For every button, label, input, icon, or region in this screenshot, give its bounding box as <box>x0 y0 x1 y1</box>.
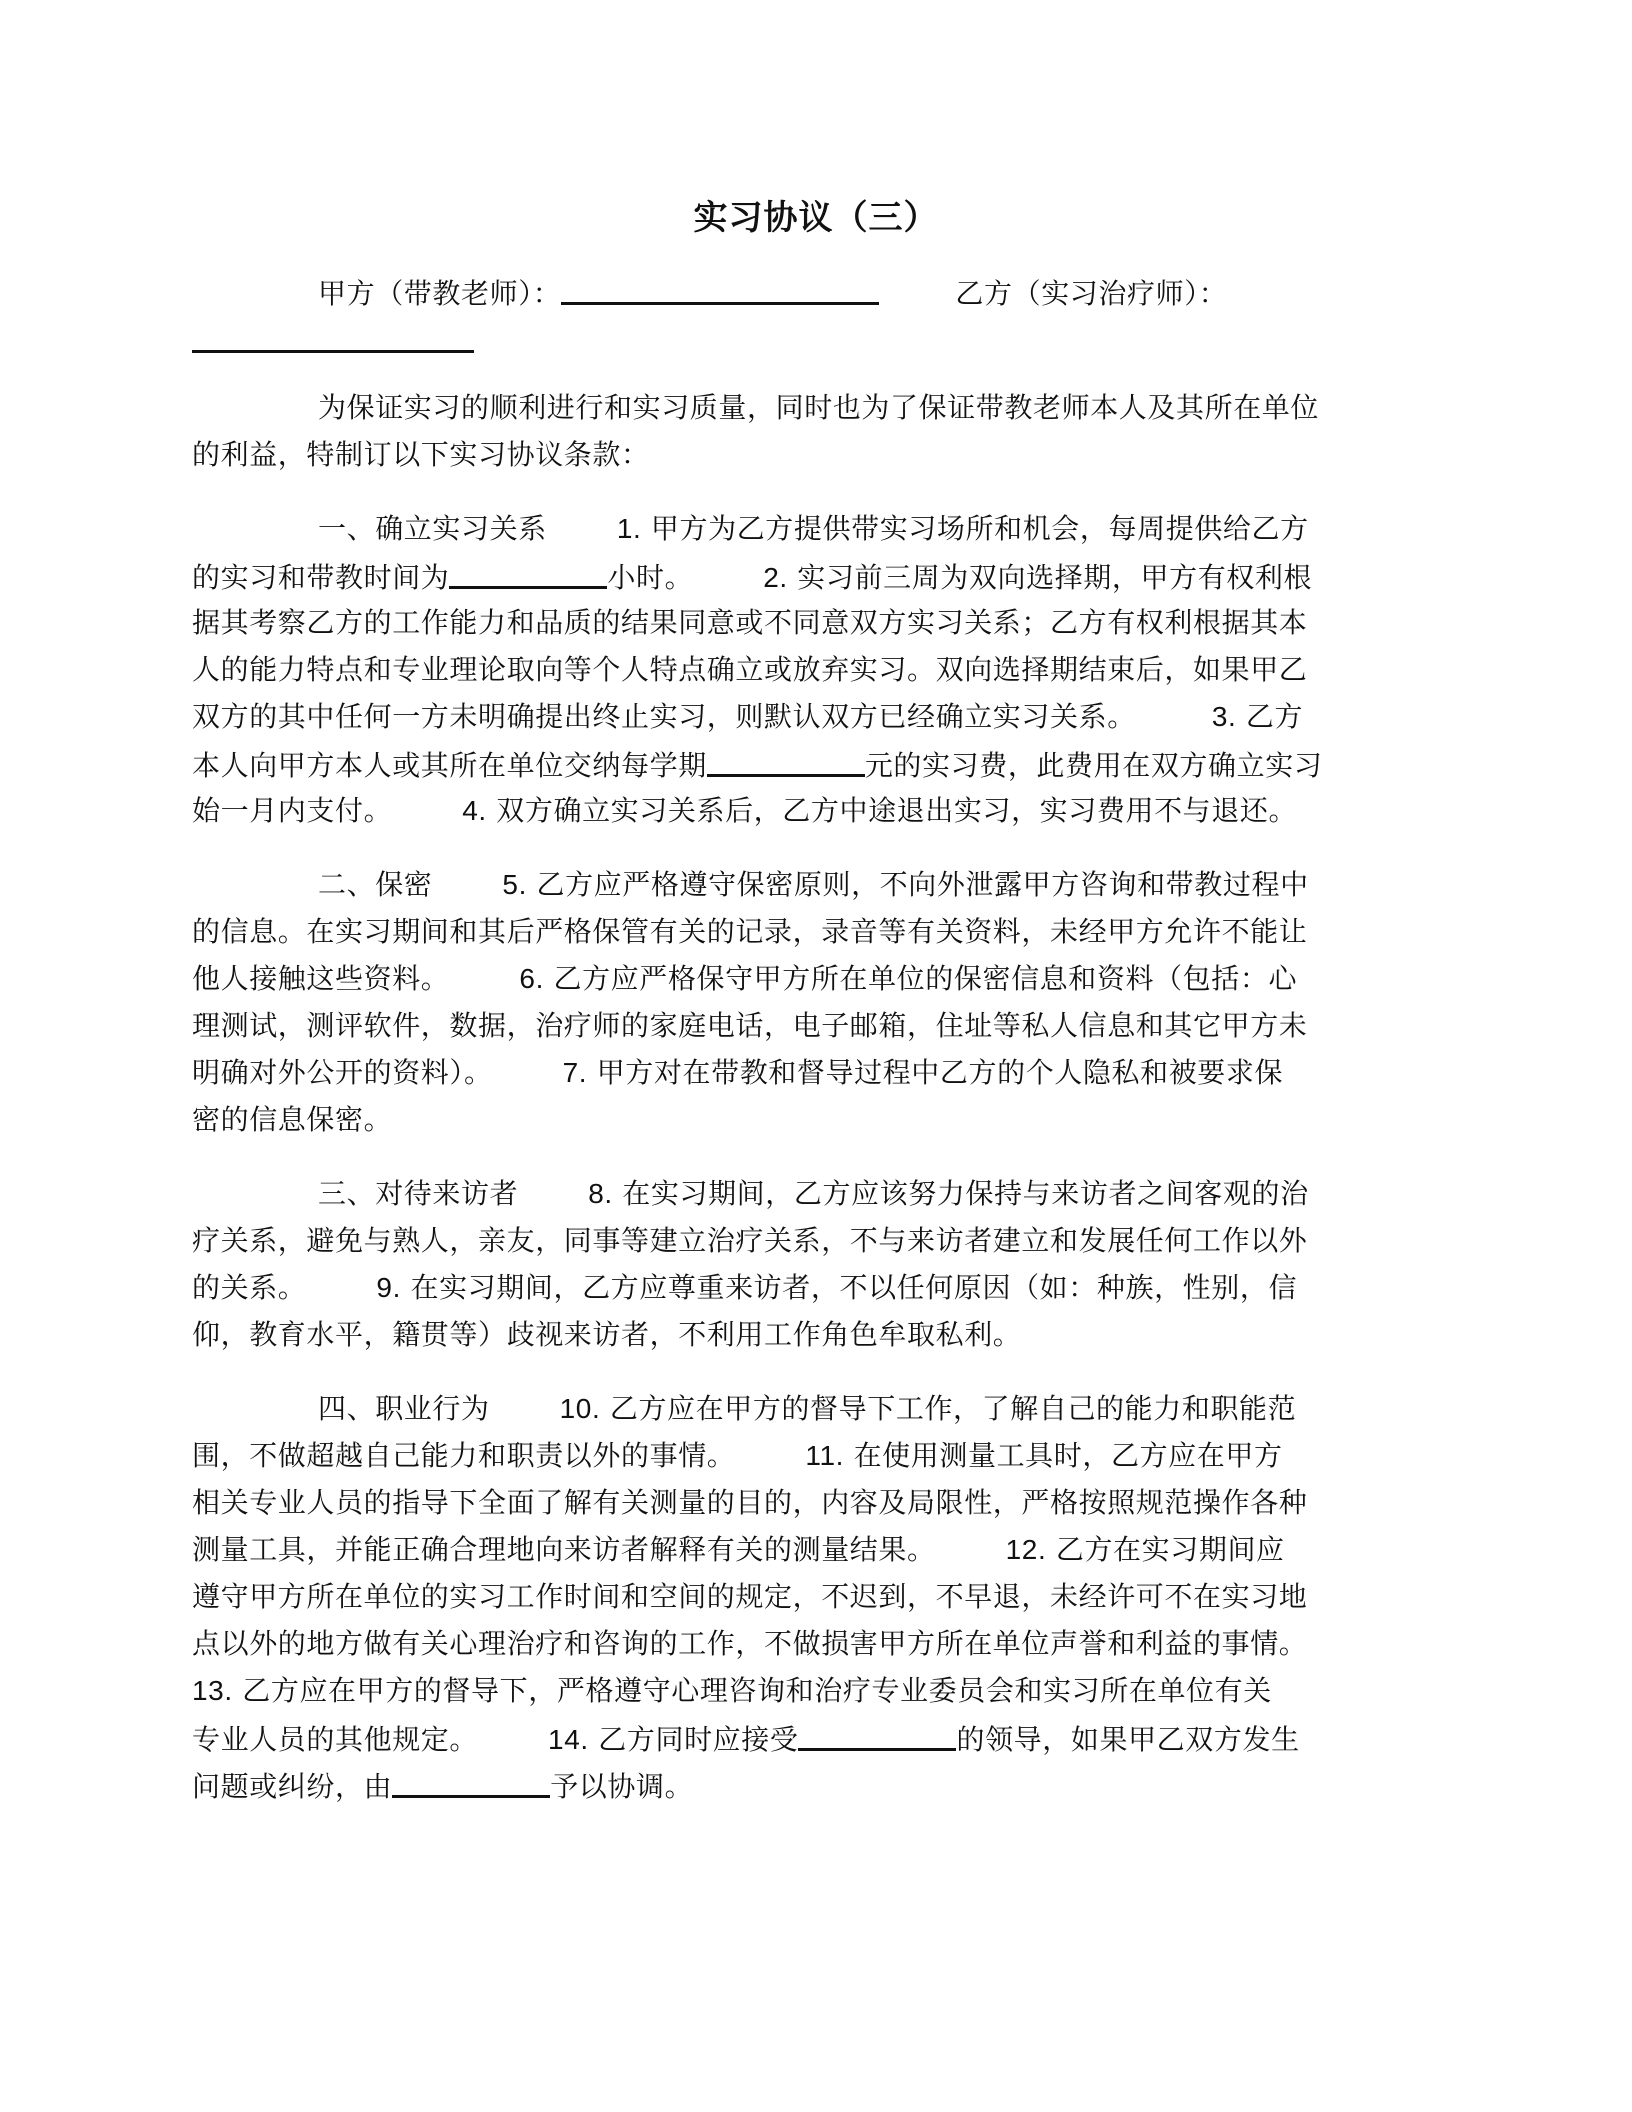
section4-line-8: 专业人员的其他规定。 14. 乙方同时应接受 的领导，如果甲乙双方发生 <box>192 1718 1452 1760</box>
clause-8-number: 8. <box>588 1178 613 1209</box>
section3-heading: 三、对待来访者 <box>318 1177 519 1210</box>
intro-line-2: 的利益，特制订以下实习协议条款： <box>192 438 650 471</box>
section1-heading: 一、确立实习关系 <box>318 512 547 545</box>
section1-line-7: 始一月内支付。 4. 双方确立实习关系后，乙方中途退出实习，实习费用不与退还。 <box>192 794 1298 827</box>
section1-line-2: 的实习和带教时间为 小时。 2. 实习前三周为双向选择期，甲方有权利根 <box>192 556 1452 598</box>
clause-13-number: 13. <box>192 1675 233 1706</box>
section4-heading: 四、职业行为 <box>318 1392 490 1425</box>
section3-line-1: 三、对待来访者 8. 在实习期间，乙方应该努力保持与来访者之间客观的治 <box>318 1177 1309 1210</box>
document-title: 实习协议（三） <box>693 198 939 238</box>
party-b-signature-field[interactable] <box>192 320 474 353</box>
section4-line-5: 遵守甲方所在单位的实习工作时间和空间的规定，不迟到，不早退，未经许可不在实习地 <box>192 1580 1308 1613</box>
section1-line-1: 一、确立实习关系 1. 甲方为乙方提供带实习场所和机会，每周提供给乙方 <box>318 512 1309 545</box>
clause-14-number: 14. <box>548 1724 589 1755</box>
mediator-field[interactable] <box>392 1765 550 1798</box>
section4-line-4: 测量工具，并能正确合理地向来访者解释有关的测量结果。 12. 乙方在实习期间应 <box>192 1533 1285 1566</box>
section2-line-6: 密的信息保密。 <box>192 1103 393 1136</box>
clause-2-number: 2. <box>763 562 788 593</box>
section2-line-5: 明确对外公开的资料）。 7. 甲方对在带教和督导过程中乙方的个人隐私和被要求保 <box>192 1056 1284 1089</box>
clause-4-number: 4. <box>462 795 487 826</box>
internship-fee-field[interactable] <box>707 744 865 777</box>
section3-line-4: 仰，教育水平，籍贯等）歧视来访者，不利用工作角色牟取私利。 <box>192 1318 1022 1351</box>
section2-line-2: 的信息。在实习期间和其后严格保管有关的记录，录音等有关资料，未经甲方允许不能让 <box>192 915 1308 948</box>
clause-5-number: 5. <box>502 869 527 900</box>
clause-7-number: 7. <box>562 1057 588 1088</box>
section2-line-4: 理测试，测评软件，数据，治疗师的家庭电话，电子邮箱，住址等私人信息和其它甲方未 <box>192 1009 1308 1042</box>
leader-field[interactable] <box>798 1718 956 1751</box>
section2-line-3: 他人接触这些资料。 6. 乙方应严格保守甲方所在单位的保密信息和资料（包括：心 <box>192 962 1298 995</box>
clause-12-number: 12. <box>1005 1534 1047 1565</box>
clause-1-number: 1. <box>616 513 642 544</box>
section1-line-4: 人的能力特点和专业理论取向等个人特点确立或放弃实习。双向选择期结束后，如果甲乙 <box>192 653 1308 686</box>
clause-11-number: 11. <box>805 1440 845 1471</box>
section4-line-7: 13. 乙方应在甲方的督导下，严格遵守心理咨询和治疗专业委员会和实习所在单位有关 <box>192 1674 1272 1707</box>
section3-line-3: 的关系。 9. 在实习期间，乙方应尊重来访者，不以任何原因（如：种族，性别，信 <box>192 1271 1298 1304</box>
section3-line-2: 疗关系，避免与熟人，亲友，同事等建立治疗关系，不与来访者建立和发展任何工作以外 <box>192 1224 1308 1257</box>
section1-line-6: 本人向甲方本人或其所在单位交纳每学期 元的实习费，此费用在双方确立实习 <box>192 744 1452 786</box>
section4-line-6: 点以外的地方做有关心理治疗和咨询的工作，不做损害甲方所在单位声誉和利益的事情。 <box>192 1627 1308 1660</box>
clause-6-number: 6. <box>519 963 544 994</box>
section1-line-5: 双方的其中任何一方未明确提出终止实习，则默认双方已经确立实习关系。 3. 乙方 <box>192 700 1304 733</box>
section4-line-2: 围，不做超越自己能力和职责以外的事情。 11. 在使用测量工具时，乙方应在甲方 <box>192 1439 1283 1472</box>
section4-line-1: 四、职业行为 10. 乙方应在甲方的督导下工作，了解自己的能力和职能范 <box>318 1392 1297 1425</box>
party-a-label: 甲方（带教老师）： <box>318 277 562 310</box>
section4-line-3: 相关专业人员的指导下全面了解有关测量的目的，内容及局限性，严格按照规范操作各种 <box>192 1486 1308 1519</box>
party-a-signature-field[interactable] <box>561 272 879 305</box>
party-b-signature-line <box>192 320 1452 362</box>
section2-line-1: 二、保密 5. 乙方应严格遵守保密原则，不向外泄露甲方咨询和带教过程中 <box>318 868 1309 901</box>
section1-line-3: 据其考察乙方的工作能力和品质的结果同意或不同意双方实习关系；乙方有权利根据其本 <box>192 606 1308 639</box>
party-b-label: 乙方（实习治疗师）： <box>955 277 1228 310</box>
intro-line-1: 为保证实习的顺利进行和实习质量，同时也为了保证带教老师本人及其所在单位 <box>318 391 1320 424</box>
clause-3-number: 3. <box>1211 701 1237 732</box>
clause-10-number: 10. <box>559 1393 601 1424</box>
parties-line <box>318 272 1578 314</box>
weekly-hours-field[interactable] <box>449 556 607 589</box>
clause-9-number: 9. <box>376 1272 401 1303</box>
section4-line-9: 问题或纠纷，由 予以协调。 <box>192 1765 1452 1807</box>
section2-heading: 二、保密 <box>318 868 433 901</box>
